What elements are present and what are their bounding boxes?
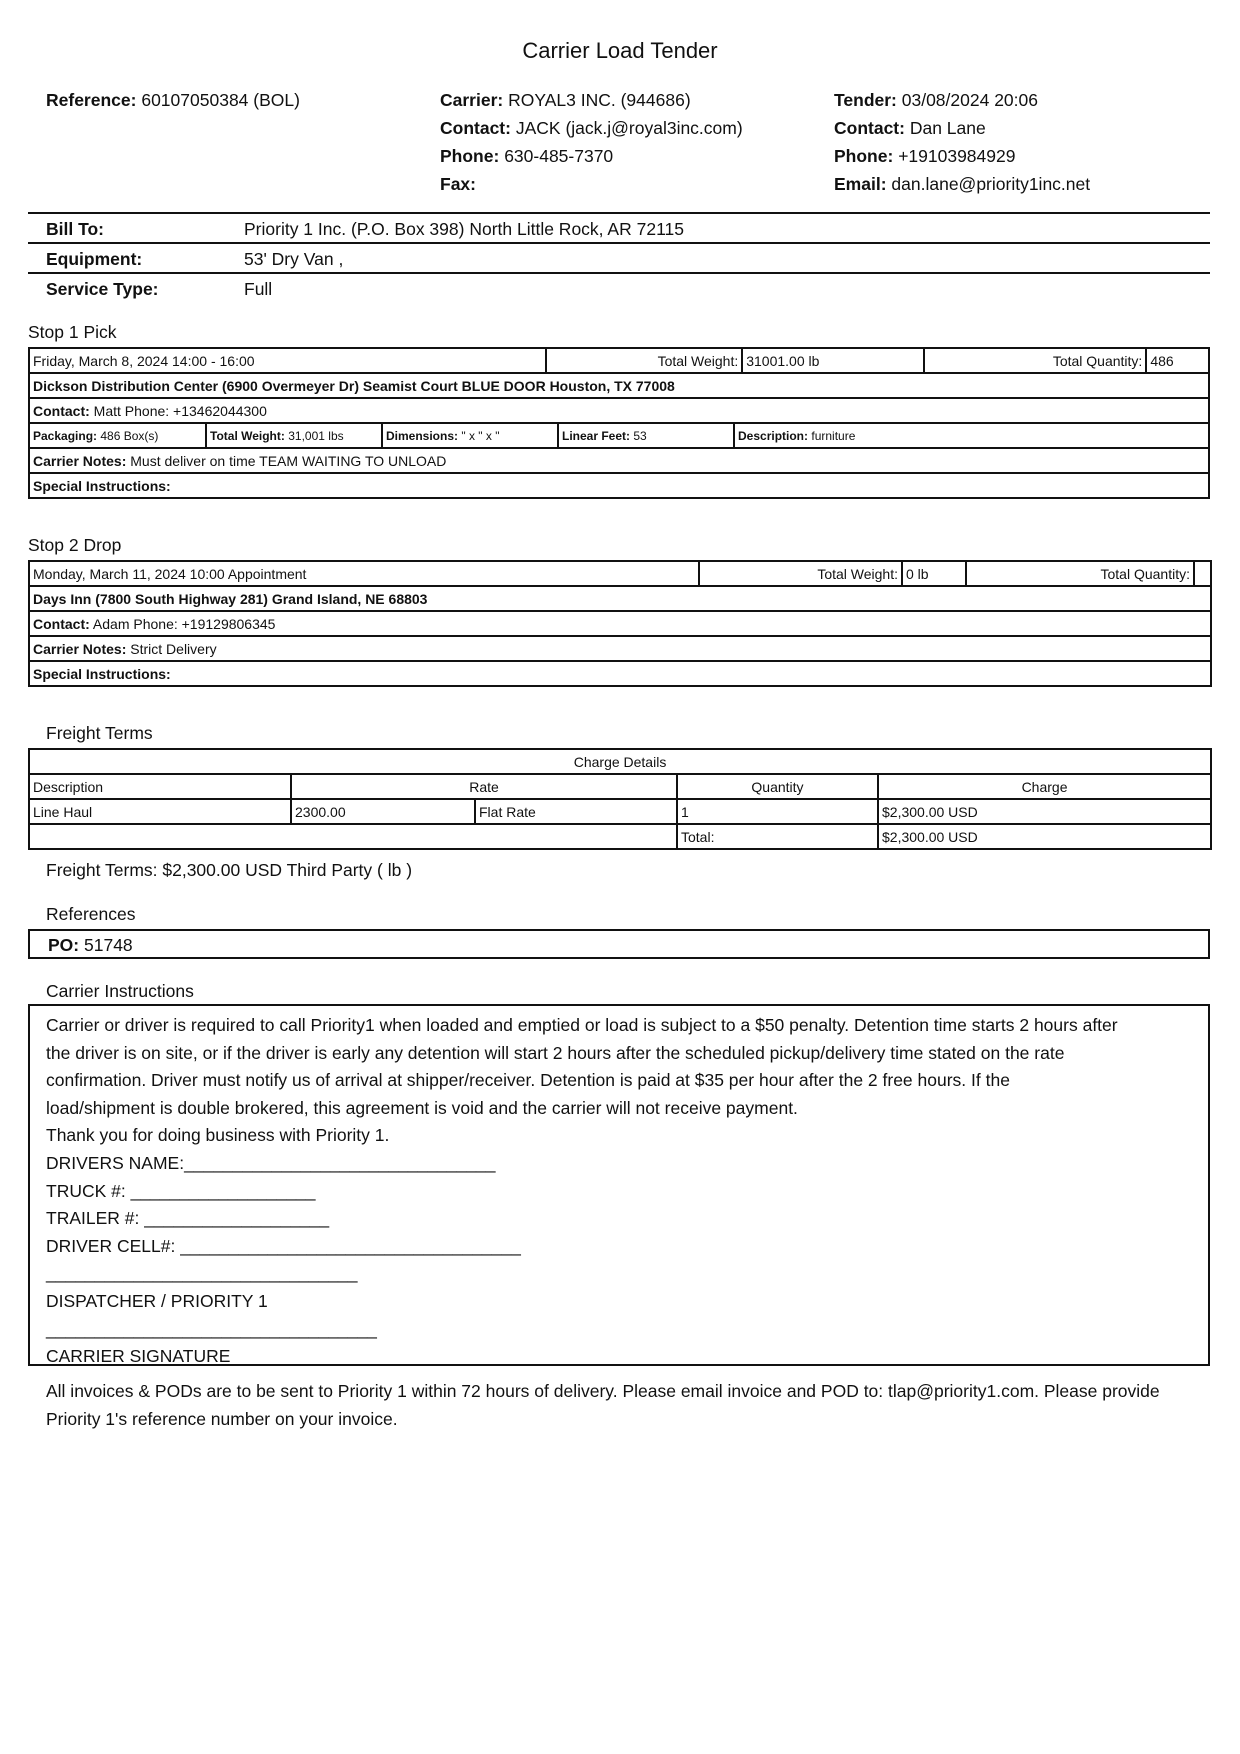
charge-title-row [29, 749, 1211, 774]
stop1-special-cell [29, 473, 1209, 498]
carrier-instructions-text [30, 1006, 1208, 1371]
stop2-notes-cell [29, 636, 1211, 661]
total-blank [29, 824, 677, 849]
bill-to-row [28, 214, 1210, 244]
carrier-phone-value: 630-485-7370 [504, 146, 614, 166]
instruction-line: the driver is on site, or if the driver is early any detention will start 2 hours after the scheduled pickup/delivery time stated on the rate [46, 1042, 1065, 1063]
tender-email-label: Email: [834, 174, 887, 194]
driver-cell-field[interactable]: DRIVER CELL#: ___________________________________ [46, 1235, 521, 1256]
carrier-value: ROYAL3 INC. (944686) [508, 90, 691, 110]
po-line [48, 935, 133, 956]
stop1-total-weight-label: Total Weight: [546, 348, 742, 373]
linear-feet-value: 53 [633, 428, 647, 443]
stop2-special-label: Special Instructions: [33, 665, 171, 682]
page-title: Carrier Load Tender [522, 38, 718, 63]
carrier-instructions-box [28, 1004, 1210, 1366]
carrier-block [440, 86, 743, 198]
tender-line [834, 86, 1090, 114]
weight-value: 31,001 lbs [288, 428, 344, 443]
reference-label: Reference: [46, 90, 137, 110]
tender-block [834, 86, 1090, 198]
thank-you-line: Thank you for doing business with Priority 1. [46, 1125, 390, 1146]
stop2-contact-label: Contact: [33, 615, 90, 632]
instruction-line: confirmation. Driver must notify us of arrival at shipper/receiver. Detention is paid at $35 per hour after the 2 free hours. If the [46, 1070, 1010, 1091]
tender-contact-value: Dan Lane [909, 118, 986, 138]
total-value: $2,300.00 USD [878, 824, 1211, 849]
equipment-label: Equipment: [46, 249, 143, 269]
stop1-datetime: Friday, March 8, 2024 14:00 - 16:00 [29, 348, 546, 373]
carrier-signature-label: CARRIER SIGNATURE [46, 1346, 231, 1367]
stop2-schedule-row [29, 561, 1211, 586]
instruction-line: Carrier or driver is required to call Priority1 when loaded and emptied or load is subject to a $50 penalty. Detention time starts 2 hours after [46, 1015, 1118, 1035]
freight-terms-text: Freight Terms: $2,300.00 USD Third Party ( lb ) [46, 860, 413, 880]
tender-email-line [834, 170, 1090, 198]
stop2-notes: Strict Delivery [130, 640, 217, 657]
equipment-value: 53' Dry Van , [244, 249, 344, 269]
references-box [28, 929, 1210, 959]
stop1-contact-cell [29, 398, 1209, 423]
stop1-heading: Stop 1 Pick [28, 322, 117, 342]
column-header-rate: Rate [291, 774, 677, 799]
stop2-datetime: Monday, March 11, 2024 10:00 Appointment [29, 561, 699, 586]
carrier-contact-line [440, 114, 743, 142]
stop2-total-quantity [1194, 561, 1211, 586]
tender-email-value[interactable]: dan.lane@priority1inc.net [891, 174, 1091, 194]
stop2-notes-row [29, 636, 1211, 661]
column-header-charge: Charge [878, 774, 1211, 799]
footer-note: All invoices & PODs are to be sent to Priority 1 within 72 hours of delivery. Please email invoice and POD to: tlap@priority1.com. Please provide Priority 1's reference number on your invoice. [46, 1381, 1160, 1429]
freight-heading: Freight Terms [46, 723, 153, 743]
stop1-contact: Matt Phone: +13462044300 [93, 402, 267, 419]
tender-phone-label: Phone: [834, 146, 894, 166]
dispatcher-signature-line[interactable]: ________________________________ [46, 1263, 358, 1284]
reference-value: 60107050384 (BOL) [141, 90, 300, 110]
dimensions-value: " x " x " [461, 428, 500, 443]
line-rate: 2300.00 [291, 799, 475, 824]
stop2-notes-label: Carrier Notes: [33, 640, 127, 657]
stop2-contact: Adam Phone: +19129806345 [92, 615, 276, 632]
stop2-contact-cell [29, 611, 1211, 636]
weight-label: Total Weight: [210, 428, 285, 443]
tender-label: Tender: [834, 90, 897, 110]
tender-value: 03/08/2024 20:06 [901, 90, 1038, 110]
dimensions-cell [382, 424, 558, 447]
trailer-number-field[interactable]: TRAILER #: ___________________ [46, 1208, 330, 1229]
service-type-row [28, 274, 1210, 304]
reference-block [46, 86, 300, 114]
line-quantity: 1 [677, 799, 878, 824]
stop1-details-cell [29, 423, 1209, 448]
stop2-contact-row [29, 611, 1211, 636]
carrier-phone-label: Phone: [440, 146, 500, 166]
carrier-contact-label: Contact: [440, 118, 511, 138]
charge-header-row [29, 774, 1211, 799]
stop1-details-row [29, 423, 1209, 448]
bill-to-value: Priority 1 Inc. (P.O. Box 398) North Little Rock, AR 72115 [244, 219, 684, 239]
packaging-value: 486 Box(s) [100, 428, 159, 443]
stop1-schedule-row [29, 348, 1209, 373]
stop1-notes-row [29, 448, 1209, 473]
stop1-table [28, 347, 1210, 499]
column-header-quantity: Quantity [677, 774, 878, 799]
stop2-location-row [29, 586, 1211, 611]
table-row [29, 799, 1211, 824]
tender-phone-line [834, 142, 1090, 170]
stop2-total-weight: 0 lb [902, 561, 966, 586]
stop1-contact-label: Contact: [33, 402, 90, 419]
carrier-contact-value[interactable]: JACK (jack.j@royal3inc.com) [515, 118, 743, 138]
packaging-label: Packaging: [33, 428, 98, 443]
stop1-special-label: Special Instructions: [33, 477, 171, 494]
column-header-description: Description [29, 774, 291, 799]
stop2-total-quantity-label: Total Quantity: [966, 561, 1194, 586]
stop1-location: Dickson Distribution Center (6900 Overmeyer Dr) Seamist Court BLUE DOOR Houston, TX 77008 [29, 373, 1209, 398]
stop1-special-row [29, 473, 1209, 498]
service-type-label: Service Type: [46, 279, 159, 299]
stop2-table [28, 560, 1212, 687]
carrier-label: Carrier: [440, 90, 504, 110]
po-label: PO: [48, 935, 80, 955]
equipment-row [28, 244, 1210, 274]
stop2-total-weight-label: Total Weight: [699, 561, 902, 586]
description-label: Description: [738, 428, 809, 443]
stop1-notes-cell [29, 448, 1209, 473]
charge-total-row [29, 824, 1211, 849]
truck-number-field[interactable]: TRUCK #: ___________________ [46, 1180, 316, 1201]
drivers-name-field[interactable]: DRIVERS NAME:________________________________ [46, 1152, 496, 1173]
dispatcher-label: DISPATCHER / PRIORITY 1 [46, 1290, 268, 1311]
carrier-fax-line [440, 170, 743, 198]
charge-table [28, 748, 1212, 850]
tender-phone-value: +19103984929 [898, 146, 1016, 166]
weight-cell [206, 424, 382, 447]
carrier-fax-label: Fax: [440, 174, 476, 194]
stop1-total-weight: 31001.00 lb [742, 348, 924, 373]
description-cell [734, 424, 1208, 447]
total-label: Total: [677, 824, 878, 849]
tender-contact-label: Contact: [834, 118, 905, 138]
stop1-location-row [29, 373, 1209, 398]
stop2-location: Days Inn (7800 South Highway 281) Grand Island, NE 68803 [29, 586, 1211, 611]
carrier-phone-line [440, 142, 743, 170]
charge-table-title: Charge Details [29, 749, 1211, 774]
carrier-signature-line[interactable]: __________________________________ [46, 1318, 377, 1339]
po-value: 51748 [84, 935, 133, 955]
description-value: furniture [811, 428, 856, 443]
dimensions-label: Dimensions: [386, 428, 459, 443]
stop2-special-row [29, 661, 1211, 686]
tender-contact-line [834, 114, 1090, 142]
service-type-value: Full [244, 279, 273, 299]
linear-feet-label: Linear Feet: [562, 428, 631, 443]
stop1-total-quantity-label: Total Quantity: [924, 348, 1146, 373]
reference-line [46, 86, 300, 114]
carrier-line [440, 86, 743, 114]
bill-to-label: Bill To: [46, 219, 104, 239]
instruction-line: load/shipment is double brokered, this agreement is void and the carrier will not receive payment. [46, 1097, 798, 1118]
stop2-special-cell [29, 661, 1211, 686]
stop1-notes-label: Carrier Notes: [33, 452, 127, 469]
linear-feet-cell [558, 424, 734, 447]
line-charge: $2,300.00 USD [878, 799, 1211, 824]
line-description: Line Haul [29, 799, 291, 824]
stop1-notes: Must deliver on time TEAM WAITING TO UNLOAD [130, 452, 447, 469]
carrier-instructions-heading: Carrier Instructions [46, 981, 194, 1001]
stop1-details [30, 424, 1208, 447]
stop2-heading: Stop 2 Drop [28, 535, 122, 555]
line-rate-type: Flat Rate [475, 799, 677, 824]
stop1-contact-row [29, 398, 1209, 423]
references-heading: References [46, 904, 136, 924]
packaging-cell [30, 424, 206, 447]
stop1-total-quantity: 486 [1146, 348, 1209, 373]
